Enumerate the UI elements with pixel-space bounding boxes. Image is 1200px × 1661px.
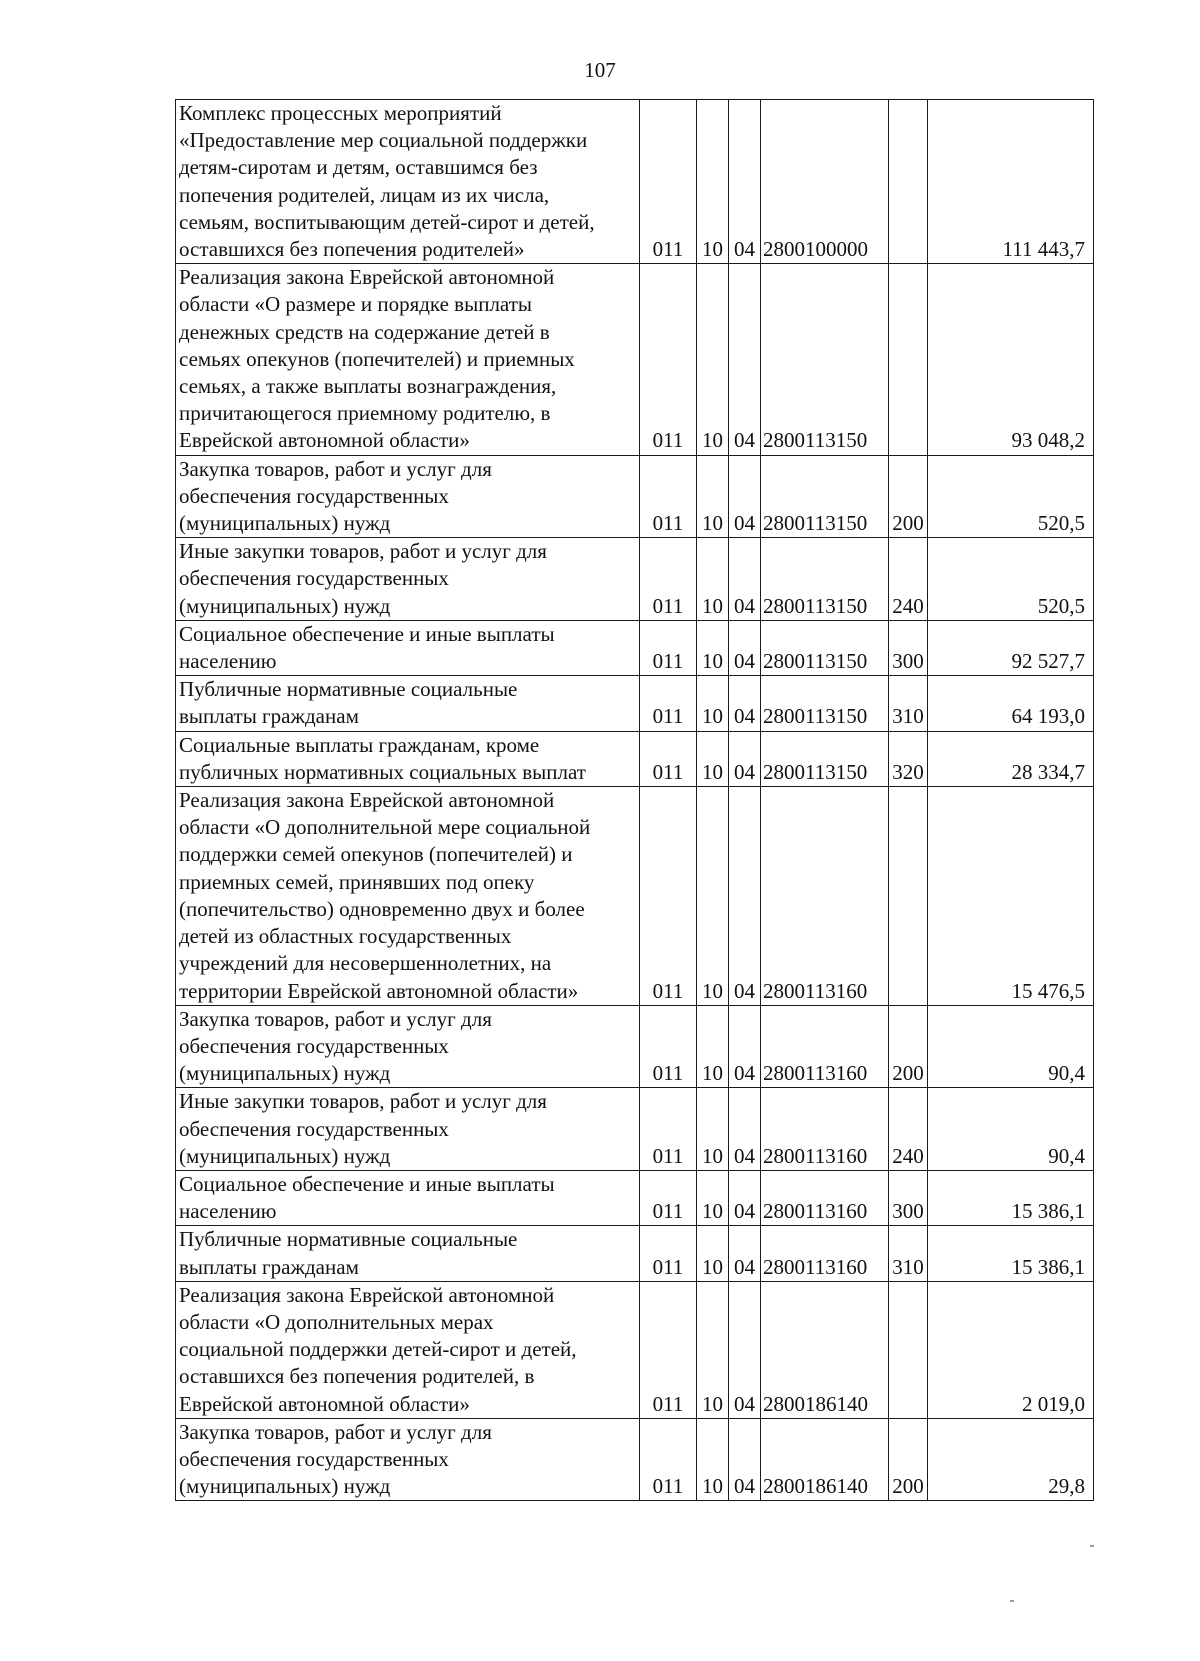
section-code-cell: 10 — [697, 100, 729, 264]
amount-cell: 15 386,1 — [928, 1226, 1094, 1281]
subsection-code-cell: 04 — [729, 1281, 761, 1418]
item-name-line: Закупка товаров, работ и услуг для — [179, 456, 492, 481]
table-row — [176, 676, 1094, 731]
item-name-cell — [176, 264, 640, 455]
amount-cell: 2 019,0 — [928, 1281, 1094, 1418]
subsection-code-cell: 04 — [729, 264, 761, 455]
item-name-line: «Предоставление мер социальной поддержки — [179, 128, 588, 153]
item-name-line: Иные закупки товаров, работ и услуг для — [179, 539, 547, 564]
item-name-line: (муниципальных) нужд — [179, 1143, 391, 1168]
item-name-line: Еврейской автономной области» — [179, 428, 470, 453]
subsection-code-cell: 04 — [729, 620, 761, 675]
item-name-line: денежных средств на содержание детей в — [179, 319, 550, 344]
item-name-line: Реализация закона Еврейской автономной — [179, 788, 555, 813]
target-article-cell: 2800113150 — [761, 676, 889, 731]
item-name-line: обеспечения государственных — [179, 1446, 449, 1471]
item-name-line: обеспечения государственных — [179, 483, 449, 508]
item-name-cell — [176, 1170, 640, 1225]
section-code-cell: 10 — [697, 264, 729, 455]
expense-type-cell: 200 — [889, 455, 928, 538]
ministry-code-cell: 011 — [640, 1088, 697, 1171]
table-row — [176, 731, 1094, 786]
page-number: 107 — [584, 58, 616, 82]
item-name-line: обеспечения государственных — [179, 566, 449, 591]
table-row — [176, 787, 1094, 1006]
item-name-line: Комплекс процессных мероприятий — [179, 101, 502, 125]
target-article-cell: 2800113160 — [761, 787, 889, 1006]
target-article-cell: 2800113160 — [761, 1088, 889, 1171]
ministry-code-cell: 011 — [640, 620, 697, 675]
section-code-cell: 10 — [697, 676, 729, 731]
amount-cell: 15 386,1 — [928, 1170, 1094, 1225]
item-name-cell — [176, 538, 640, 621]
subsection-code-cell: 04 — [729, 676, 761, 731]
amount-cell: 111 443,7 — [928, 100, 1094, 264]
ministry-code-cell: 011 — [640, 787, 697, 1006]
item-name-cell — [176, 787, 640, 1006]
item-name-cell — [176, 1088, 640, 1171]
table-row — [176, 1170, 1094, 1225]
item-name-line: (муниципальных) нужд — [179, 511, 391, 536]
ministry-code-cell: 011 — [640, 1170, 697, 1225]
item-name-line: публичных нормативных социальных выплат — [179, 759, 586, 784]
target-article-cell: 2800113150 — [761, 620, 889, 675]
subsection-code-cell: 04 — [729, 1418, 761, 1501]
item-name-line: области «О дополнительных мерах — [179, 1309, 494, 1334]
scan-speck — [1010, 1600, 1014, 1602]
subsection-code-cell: 04 — [729, 455, 761, 538]
subsection-code-cell: 04 — [729, 538, 761, 621]
subsection-code-cell: 04 — [729, 787, 761, 1006]
amount-cell: 92 527,7 — [928, 620, 1094, 675]
expense-type-cell: 310 — [889, 676, 928, 731]
subsection-code-cell: 04 — [729, 731, 761, 786]
section-code-cell: 10 — [697, 538, 729, 621]
item-name-line: семьях опекунов (попечителей) и приемных — [179, 346, 575, 371]
target-article-cell: 2800113150 — [761, 455, 889, 538]
item-name-line: Публичные нормативные социальные — [179, 1227, 518, 1252]
subsection-code-cell: 04 — [729, 1005, 761, 1088]
item-name-line: Социальное обеспечение и иные выплаты — [179, 1171, 555, 1196]
table-row — [176, 1418, 1094, 1501]
item-name-line: территории Еврейской автономной области» — [179, 978, 579, 1003]
item-name-line: выплаты гражданам — [179, 704, 359, 729]
item-name-line: области «О размере и порядке выплаты — [179, 292, 532, 317]
ministry-code-cell: 011 — [640, 1418, 697, 1501]
item-name-line: социальной поддержки детей-сирот и детей, — [179, 1337, 577, 1362]
item-name-line: населению — [179, 1199, 277, 1224]
amount-cell: 64 193,0 — [928, 676, 1094, 731]
ministry-code-cell: 011 — [640, 264, 697, 455]
amount-cell: 90,4 — [928, 1005, 1094, 1088]
table-row — [176, 1226, 1094, 1281]
item-name-cell — [176, 1226, 640, 1281]
target-article-cell: 2800113150 — [761, 731, 889, 786]
section-code-cell: 10 — [697, 1418, 729, 1501]
item-name-line: Закупка товаров, работ и услуг для — [179, 1006, 492, 1031]
target-article-cell: 2800100000 — [761, 100, 889, 264]
section-code-cell: 10 — [697, 1005, 729, 1088]
table-row — [176, 100, 1094, 264]
expense-type-cell: 200 — [889, 1005, 928, 1088]
section-code-cell: 10 — [697, 620, 729, 675]
target-article-cell: 2800113160 — [761, 1170, 889, 1225]
amount-cell: 93 048,2 — [928, 264, 1094, 455]
item-name-cell — [176, 1418, 640, 1501]
item-name-line: детям-сиротам и детям, оставшимся без — [179, 155, 538, 180]
ministry-code-cell: 011 — [640, 676, 697, 731]
amount-cell: 15 476,5 — [928, 787, 1094, 1006]
item-name-line: выплаты гражданам — [179, 1254, 359, 1279]
item-name-line: обеспечения государственных — [179, 1116, 449, 1141]
section-code-cell: 10 — [697, 1088, 729, 1171]
section-code-cell: 10 — [697, 787, 729, 1006]
item-name-line: приемных семей, принявших под опеку — [179, 869, 535, 894]
subsection-code-cell: 04 — [729, 1226, 761, 1281]
item-name-line: Реализация закона Еврейской автономной — [179, 1282, 555, 1307]
item-name-cell — [176, 731, 640, 786]
item-name-line: (муниципальных) нужд — [179, 1474, 391, 1499]
item-name-line: попечения родителей, лицам из их числа, — [179, 182, 550, 207]
item-name-cell — [176, 676, 640, 731]
item-name-line: области «О дополнительной мере социальной — [179, 815, 591, 840]
section-code-cell: 10 — [697, 1226, 729, 1281]
ministry-code-cell: 011 — [640, 1005, 697, 1088]
expense-type-cell — [889, 100, 928, 264]
item-name-line: Публичные нормативные социальные — [179, 677, 518, 702]
expense-type-cell: 200 — [889, 1418, 928, 1501]
item-name-cell — [176, 100, 640, 264]
item-name-line: Еврейской автономной области» — [179, 1391, 470, 1416]
budget-table — [175, 99, 1094, 1501]
budget-table-body — [176, 100, 1094, 1501]
item-name-line: семьям, воспитывающим детей-сирот и детей, — [179, 209, 595, 234]
expense-type-cell: 300 — [889, 1170, 928, 1225]
amount-cell: 90,4 — [928, 1088, 1094, 1171]
amount-cell: 29,8 — [928, 1418, 1094, 1501]
target-article-cell: 2800186140 — [761, 1281, 889, 1418]
table-row — [176, 1088, 1094, 1171]
expense-type-cell — [889, 787, 928, 1006]
target-article-cell: 2800113160 — [761, 1005, 889, 1088]
ministry-code-cell: 011 — [640, 731, 697, 786]
subsection-code-cell: 04 — [729, 1170, 761, 1225]
item-name-cell — [176, 1005, 640, 1088]
section-code-cell: 10 — [697, 455, 729, 538]
target-article-cell: 2800113150 — [761, 264, 889, 455]
amount-cell: 520,5 — [928, 538, 1094, 621]
expense-type-cell: 300 — [889, 620, 928, 675]
item-name-line: Иные закупки товаров, работ и услуг для — [179, 1089, 547, 1114]
ministry-code-cell: 011 — [640, 538, 697, 621]
ministry-code-cell: 011 — [640, 100, 697, 264]
target-article-cell: 2800113150 — [761, 538, 889, 621]
item-name-line: семьях, а также выплаты вознаграждения, — [179, 374, 557, 399]
item-name-line: Реализация закона Еврейской автономной — [179, 265, 555, 290]
expense-type-cell — [889, 264, 928, 455]
subsection-code-cell: 04 — [729, 1088, 761, 1171]
expense-type-cell — [889, 1281, 928, 1418]
item-name-line: учреждений для несовершеннолетних, на — [179, 951, 552, 976]
item-name-line: обеспечения государственных — [179, 1033, 449, 1058]
table-row — [176, 1005, 1094, 1088]
item-name-cell — [176, 1281, 640, 1418]
ministry-code-cell: 011 — [640, 1281, 697, 1418]
expense-type-cell: 240 — [889, 538, 928, 621]
scan-speck — [1090, 1545, 1094, 1547]
item-name-line: населению — [179, 649, 277, 674]
section-code-cell: 10 — [697, 731, 729, 786]
item-name-line: причитающегося приемному родителю, в — [179, 401, 551, 426]
ministry-code-cell: 011 — [640, 1226, 697, 1281]
table-row — [176, 538, 1094, 621]
item-name-line: Социальные выплаты гражданам, кроме — [179, 732, 540, 757]
item-name-line: поддержки семей опекунов (попечителей) и — [179, 842, 573, 867]
expense-type-cell: 320 — [889, 731, 928, 786]
item-name-line: оставшихся без попечения родителей, в — [179, 1364, 535, 1389]
amount-cell: 28 334,7 — [928, 731, 1094, 786]
expense-type-cell: 240 — [889, 1088, 928, 1171]
table-row — [176, 264, 1094, 455]
target-article-cell: 2800186140 — [761, 1418, 889, 1501]
item-name-line: (муниципальных) нужд — [179, 1061, 391, 1086]
subsection-code-cell: 04 — [729, 100, 761, 264]
ministry-code-cell: 011 — [640, 455, 697, 538]
item-name-line: детей из областных государственных — [179, 924, 512, 949]
table-row — [176, 1281, 1094, 1418]
section-code-cell: 10 — [697, 1281, 729, 1418]
expense-type-cell: 310 — [889, 1226, 928, 1281]
item-name-line: Закупка товаров, работ и услуг для — [179, 1419, 492, 1444]
item-name-line: (попечительство) одновременно двух и более — [179, 896, 585, 921]
item-name-cell — [176, 455, 640, 538]
table-row — [176, 455, 1094, 538]
table-row — [176, 620, 1094, 675]
section-code-cell: 10 — [697, 1170, 729, 1225]
target-article-cell: 2800113160 — [761, 1226, 889, 1281]
amount-cell: 520,5 — [928, 455, 1094, 538]
item-name-cell — [176, 620, 640, 675]
item-name-line: оставшихся без попечения родителей» — [179, 237, 525, 262]
item-name-line: Социальное обеспечение и иные выплаты — [179, 621, 555, 646]
item-name-line: (муниципальных) нужд — [179, 593, 391, 618]
